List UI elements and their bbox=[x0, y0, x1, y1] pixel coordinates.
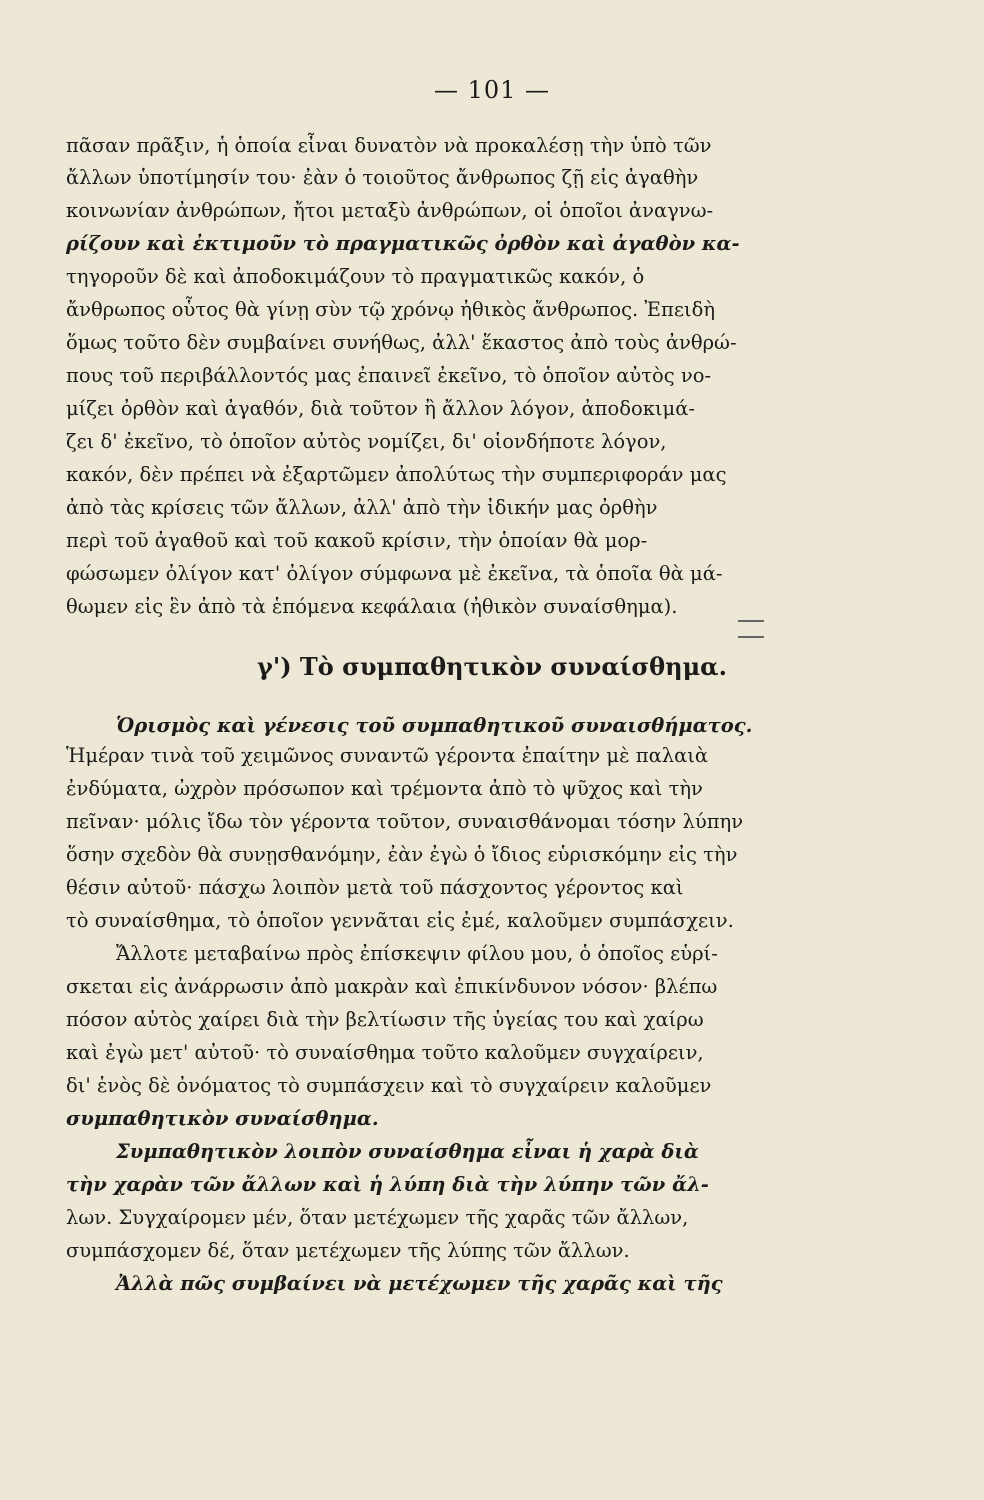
text-line: θωμεν εἰς ἓν ἀπὸ τὰ ἑπόμενα κεφάλαια (ἠθικὸν συναίσθημα). bbox=[66, 595, 678, 618]
text-line: συμπάσχομεν δέ, ὅταν μετέχωμεν τῆς λύπης τῶν ἄλλων. bbox=[66, 1239, 630, 1262]
text-line: Ἄλλοτε μεταβαίνω πρὸς ἐπίσκεψιν φίλου μου, ὁ ὁποῖος εὑρί- bbox=[116, 942, 718, 965]
text-line: θέσιν αὐτοῦ· πάσχω λοιπὸν μετὰ τοῦ πάσχοντος γέροντος καὶ bbox=[66, 876, 684, 899]
text-line: καὶ ἐγὼ μετ' αὐτοῦ· τὸ συναίσθημα τοῦτο καλοῦμεν συγχαίρειν, bbox=[66, 1041, 704, 1064]
text-line: Ἀλλὰ πῶς συμβαίνει νὰ μετέχωμεν τῆς χαρᾶς καὶ τῆς bbox=[116, 1272, 723, 1295]
text-line: δι' ἑνὸς δὲ ὀνόματος τὸ συμπάσχειν καὶ τὸ συγχαίρειν καλοῦμεν bbox=[66, 1074, 712, 1097]
text-line: φώσωμεν ὀλίγον κατ' ὀλίγον σύμφωνα μὲ ἐκεῖνα, τὰ ὁποῖα θὰ μά- bbox=[66, 562, 723, 585]
text-line: πᾶσαν πρᾶξιν, ἡ ὁποία εἶναι δυνατὸν νὰ προκαλέσῃ τὴν ὑπὸ τῶν bbox=[66, 134, 712, 157]
text-line: λων. Συγχαίρομεν μέν, ὅταν μετέχωμεν τῆς χαρᾶς τῶν ἄλλων, bbox=[66, 1206, 689, 1229]
text-line: κακόν, δὲν πρέπει νὰ ἐξαρτῶμεν ἀπολύτως τὴν συμπεριφοράν μας bbox=[66, 463, 727, 486]
text-line: Συμπαθητικὸν λοιπὸν συναίσθημα εἶναι ἡ χαρὰ διὰ bbox=[116, 1140, 699, 1163]
text-line: πους τοῦ περιβάλλοντός μας ἐπαινεῖ ἐκεῖνο, τὸ ὁποῖον αὐτὸς νο- bbox=[66, 364, 712, 387]
section-heading: γ') Τὸ συμπαθητικὸν συναίσθημα. bbox=[257, 652, 727, 681]
page-number: — 101 — bbox=[433, 76, 551, 104]
text-line: Ἡμέραν τινὰ τοῦ χειμῶνος συναντῶ γέροντα ἐπαίτην μὲ παλαιὰ bbox=[66, 744, 709, 767]
text-line: ἄλλων ὑποτίμησίν του· ἐὰν ὁ τοιοῦτος ἄνθρωπος ζῇ εἰς ἀγαθὴν bbox=[66, 166, 699, 189]
text-line: συμπαθητικὸν συναίσθημα. bbox=[66, 1107, 379, 1130]
text-line: περὶ τοῦ ἀγαθοῦ καὶ τοῦ κακοῦ κρίσιν, τὴν ὁποίαν θὰ μορ- bbox=[66, 529, 648, 552]
text-line: ρίζουν καὶ ἐκτιμοῦν τὸ πραγματικῶς ὀρθὸν καὶ ἀγαθὸν κα- bbox=[66, 232, 740, 255]
text-line: σκεται εἰς ἀνάρρωσιν ἀπὸ μακρὰν καὶ ἐπικίνδυνον νόσον· βλέπω bbox=[66, 975, 718, 998]
text-line: κοινωνίαν ἀνθρώπων, ἤτοι μεταξὺ ἀνθρώπων, οἱ ὁποῖοι ἀναγνω- bbox=[66, 199, 714, 222]
text-line: πεῖναν· μόλις ἴδω τὸν γέροντα τοῦτον, συναισθάνομαι τόσην λύπην bbox=[66, 810, 744, 833]
text-line: ὅσην σχεδὸν θὰ συνῃσθανόμην, ἐὰν ἐγὼ ὁ ἴδιος εὑρισκόμην εἰς τὴν bbox=[66, 843, 738, 866]
subtitle: Ὁρισμὸς καὶ γένεσις τοῦ συμπαθητικοῦ συναισθήματος. bbox=[116, 714, 753, 737]
text-line: ἐνδύματα, ὠχρὸν πρόσωπον καὶ τρέμοντα ἀπὸ τὸ ψῦχος καὶ τὴν bbox=[66, 777, 703, 800]
text-line: τὸ συναίσθημα, τὸ ὁποῖον γεννᾶται εἰς ἐμέ, καλοῦμεν συμπάσχειν. bbox=[66, 909, 734, 932]
pencil-mark bbox=[738, 620, 764, 638]
text-line: ἀπὸ τὰς κρίσεις τῶν ἄλλων, ἀλλ' ἀπὸ τὴν ἰδικήν μας ὀρθὴν bbox=[66, 496, 658, 519]
text-line: πόσον αὐτὸς χαίρει διὰ τὴν βελτίωσιν τῆς ὑγείας του καὶ χαίρω bbox=[66, 1008, 704, 1031]
text-line: τὴν χαρὰν τῶν ἄλλων καὶ ἡ λύπη διὰ τὴν λύπην τῶν ἄλ- bbox=[66, 1173, 709, 1196]
text-line: τηγοροῦν δὲ καὶ ἀποδοκιμάζουν τὸ πραγματικῶς κακόν, ὁ bbox=[66, 265, 645, 288]
text-line: μίζει ὀρθὸν καὶ ἀγαθόν, διὰ τοῦτον ἢ ἄλλον λόγον, ἀποδοκιμά- bbox=[66, 397, 695, 420]
text-line: ὅμως τοῦτο δὲν συμβαίνει συνήθως, ἀλλ' ἕκαστος ἀπὸ τοὺς ἀνθρώ- bbox=[66, 331, 737, 354]
text-line: ἄνθρωπος οὗτος θὰ γίνῃ σὺν τῷ χρόνῳ ἠθικὸς ἄνθρωπος. Ἐπειδὴ bbox=[66, 298, 716, 321]
text-line: ζει δ' ἐκεῖνο, τὸ ὁποῖον αὐτὸς νομίζει, δι' οἱονδήποτε λόγον, bbox=[66, 430, 667, 453]
